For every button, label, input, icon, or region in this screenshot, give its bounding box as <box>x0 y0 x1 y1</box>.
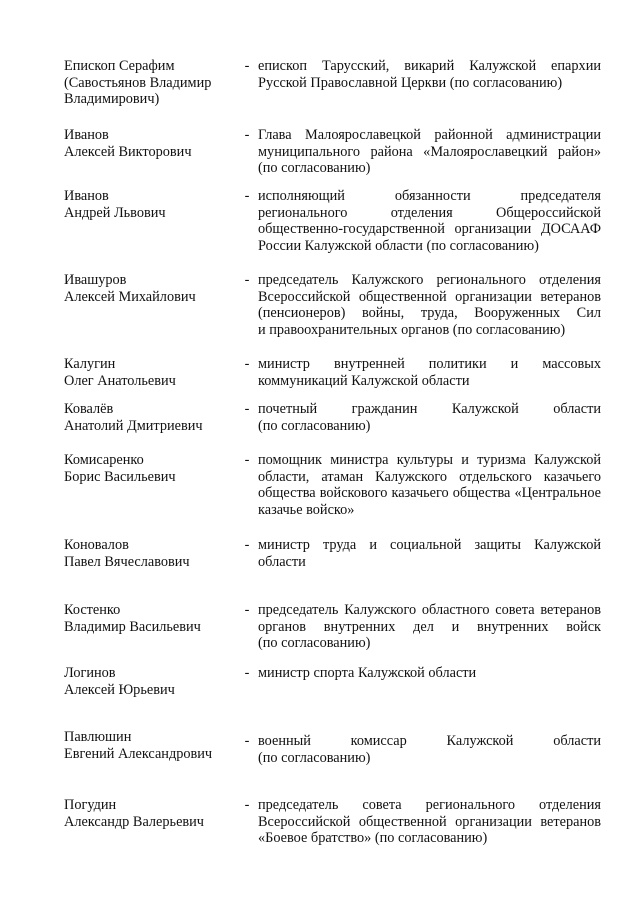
member-name <box>64 537 234 570</box>
member-name <box>64 127 234 160</box>
member-name-line: Алексей Викторович <box>64 143 192 160</box>
member-role-line: помощник министра культуры и туризма Калужской <box>258 452 601 468</box>
member-name-line: Владимир Васильевич <box>64 618 201 635</box>
member-role-line: военный комиссар Калужской области <box>258 733 601 749</box>
member-name-line: Павлюшин <box>64 729 132 745</box>
entry-dash: - <box>244 272 250 288</box>
member-role-line: регионального отделения Общероссийской <box>258 204 601 221</box>
member-name <box>64 58 234 108</box>
member-role-line: общественно-государственной организации ДОСААФ <box>258 221 601 238</box>
member-name-line: Иванов <box>64 127 109 143</box>
member-role <box>258 452 601 519</box>
member-name-line: Анатолий Дмитриевич <box>64 417 203 434</box>
member-name <box>64 356 234 389</box>
member-name-line: Александр Валерьевич <box>64 813 205 830</box>
entry-dash: - <box>244 733 250 749</box>
member-role-line: общества войскового казачьего общества «Центральное <box>258 485 601 502</box>
entry-dash: - <box>244 537 250 553</box>
member-role-line: председатель совета регионального отделения <box>258 797 601 813</box>
member-role-line: Всероссийской общественной организации ветеранов <box>258 288 601 305</box>
member-role <box>258 58 601 91</box>
entry-dash: - <box>244 401 250 417</box>
member-role-line: муниципального района «Малоярославецкий район» <box>258 143 601 160</box>
entry-dash: - <box>244 188 250 204</box>
member-name <box>64 729 234 762</box>
member-name-line: Костенко <box>64 602 121 618</box>
entry-dash: - <box>244 58 250 74</box>
member-role <box>258 272 601 339</box>
member-role-line: органов внутренних дел и внутренних войск <box>258 618 601 635</box>
member-role <box>258 127 601 177</box>
member-role-line: епископ Тарусский, викарий Калужской епархии <box>258 58 601 74</box>
member-name <box>64 665 234 698</box>
entry-dash: - <box>244 356 250 372</box>
entry-dash: - <box>244 452 250 468</box>
member-role <box>258 537 601 570</box>
member-name-line: Олег Анатольевич <box>64 372 176 389</box>
member-name-line: Павел Вячеславович <box>64 553 190 570</box>
member-role-line: России Калужской области (по согласованию) <box>258 238 539 255</box>
member-role-line: (по согласованию) <box>258 417 371 434</box>
member-role-line: коммуникаций Калужской области <box>258 372 470 389</box>
entry-dash: - <box>244 665 250 681</box>
member-role-line: (по согласованию) <box>258 749 371 766</box>
member-name-line: Иванов <box>64 188 109 204</box>
member-name-line: Ковалёв <box>64 401 114 417</box>
member-role-line: председатель Калужского областного совета ветеранов <box>258 602 601 618</box>
member-name-line: Алексей Юрьевич <box>64 681 175 698</box>
member-name-line: Алексей Михайлович <box>64 288 196 305</box>
member-role-line: казачье войско» <box>258 502 355 519</box>
member-name <box>64 272 234 305</box>
member-role-line: Всероссийской общественной организации ветеранов <box>258 813 601 830</box>
member-role-line: министр внутренней политики и массовых <box>258 356 601 372</box>
member-role-line: и правоохранительных органов (по согласованию) <box>258 322 566 339</box>
member-name-line: Калугин <box>64 356 116 372</box>
member-name-line: (Савостьянов Владимир <box>64 74 212 91</box>
member-name-line: Владимирович) <box>64 91 160 108</box>
entry-dash: - <box>244 797 250 813</box>
member-name-line: Погудин <box>64 797 117 813</box>
member-role-line: (пенсионеров) войны, труда, Вооруженных Сил <box>258 305 601 322</box>
member-role-line: (по согласованию) <box>258 635 371 652</box>
member-name <box>64 188 234 221</box>
member-role-line: (по согласованию) <box>258 160 371 177</box>
member-name-line: Логинов <box>64 665 116 681</box>
member-name-line: Епископ Серафим <box>64 58 175 74</box>
member-role <box>258 733 601 766</box>
entry-dash: - <box>244 127 250 143</box>
member-name <box>64 797 234 830</box>
member-role-line: министр спорта Калужской области <box>258 665 477 681</box>
member-role-line: Глава Малоярославецкой районной администрации <box>258 127 601 143</box>
member-role-line: исполняющий обязанности председателя <box>258 188 601 204</box>
member-role <box>258 401 601 434</box>
member-role-line: министр труда и социальной защиты Калужской области <box>258 537 601 570</box>
member-role <box>258 602 601 652</box>
member-role <box>258 665 601 682</box>
member-role-line: «Боевое братство» (по согласованию) <box>258 830 488 847</box>
member-name-line: Андрей Львович <box>64 204 166 221</box>
member-name <box>64 401 234 434</box>
member-name-line: Ивашуров <box>64 272 127 288</box>
member-name <box>64 602 234 635</box>
member-name-line: Евгений Александрович <box>64 745 213 762</box>
member-name-line: Комисаренко <box>64 452 144 468</box>
member-role <box>258 797 601 847</box>
entry-dash: - <box>244 602 250 618</box>
member-role-line: Русской Православной Церкви (по согласованию) <box>258 74 563 91</box>
member-role <box>258 356 601 389</box>
member-role <box>258 188 601 255</box>
member-role-line: почетный гражданин Калужской области <box>258 401 601 417</box>
member-name <box>64 452 234 485</box>
member-role-line: председатель Калужского регионального отделения <box>258 272 601 288</box>
member-name-line: Коновалов <box>64 537 129 553</box>
member-role-line: области, атаман Калужского отдельского казачьего <box>258 468 601 485</box>
member-name-line: Борис Васильевич <box>64 468 176 485</box>
